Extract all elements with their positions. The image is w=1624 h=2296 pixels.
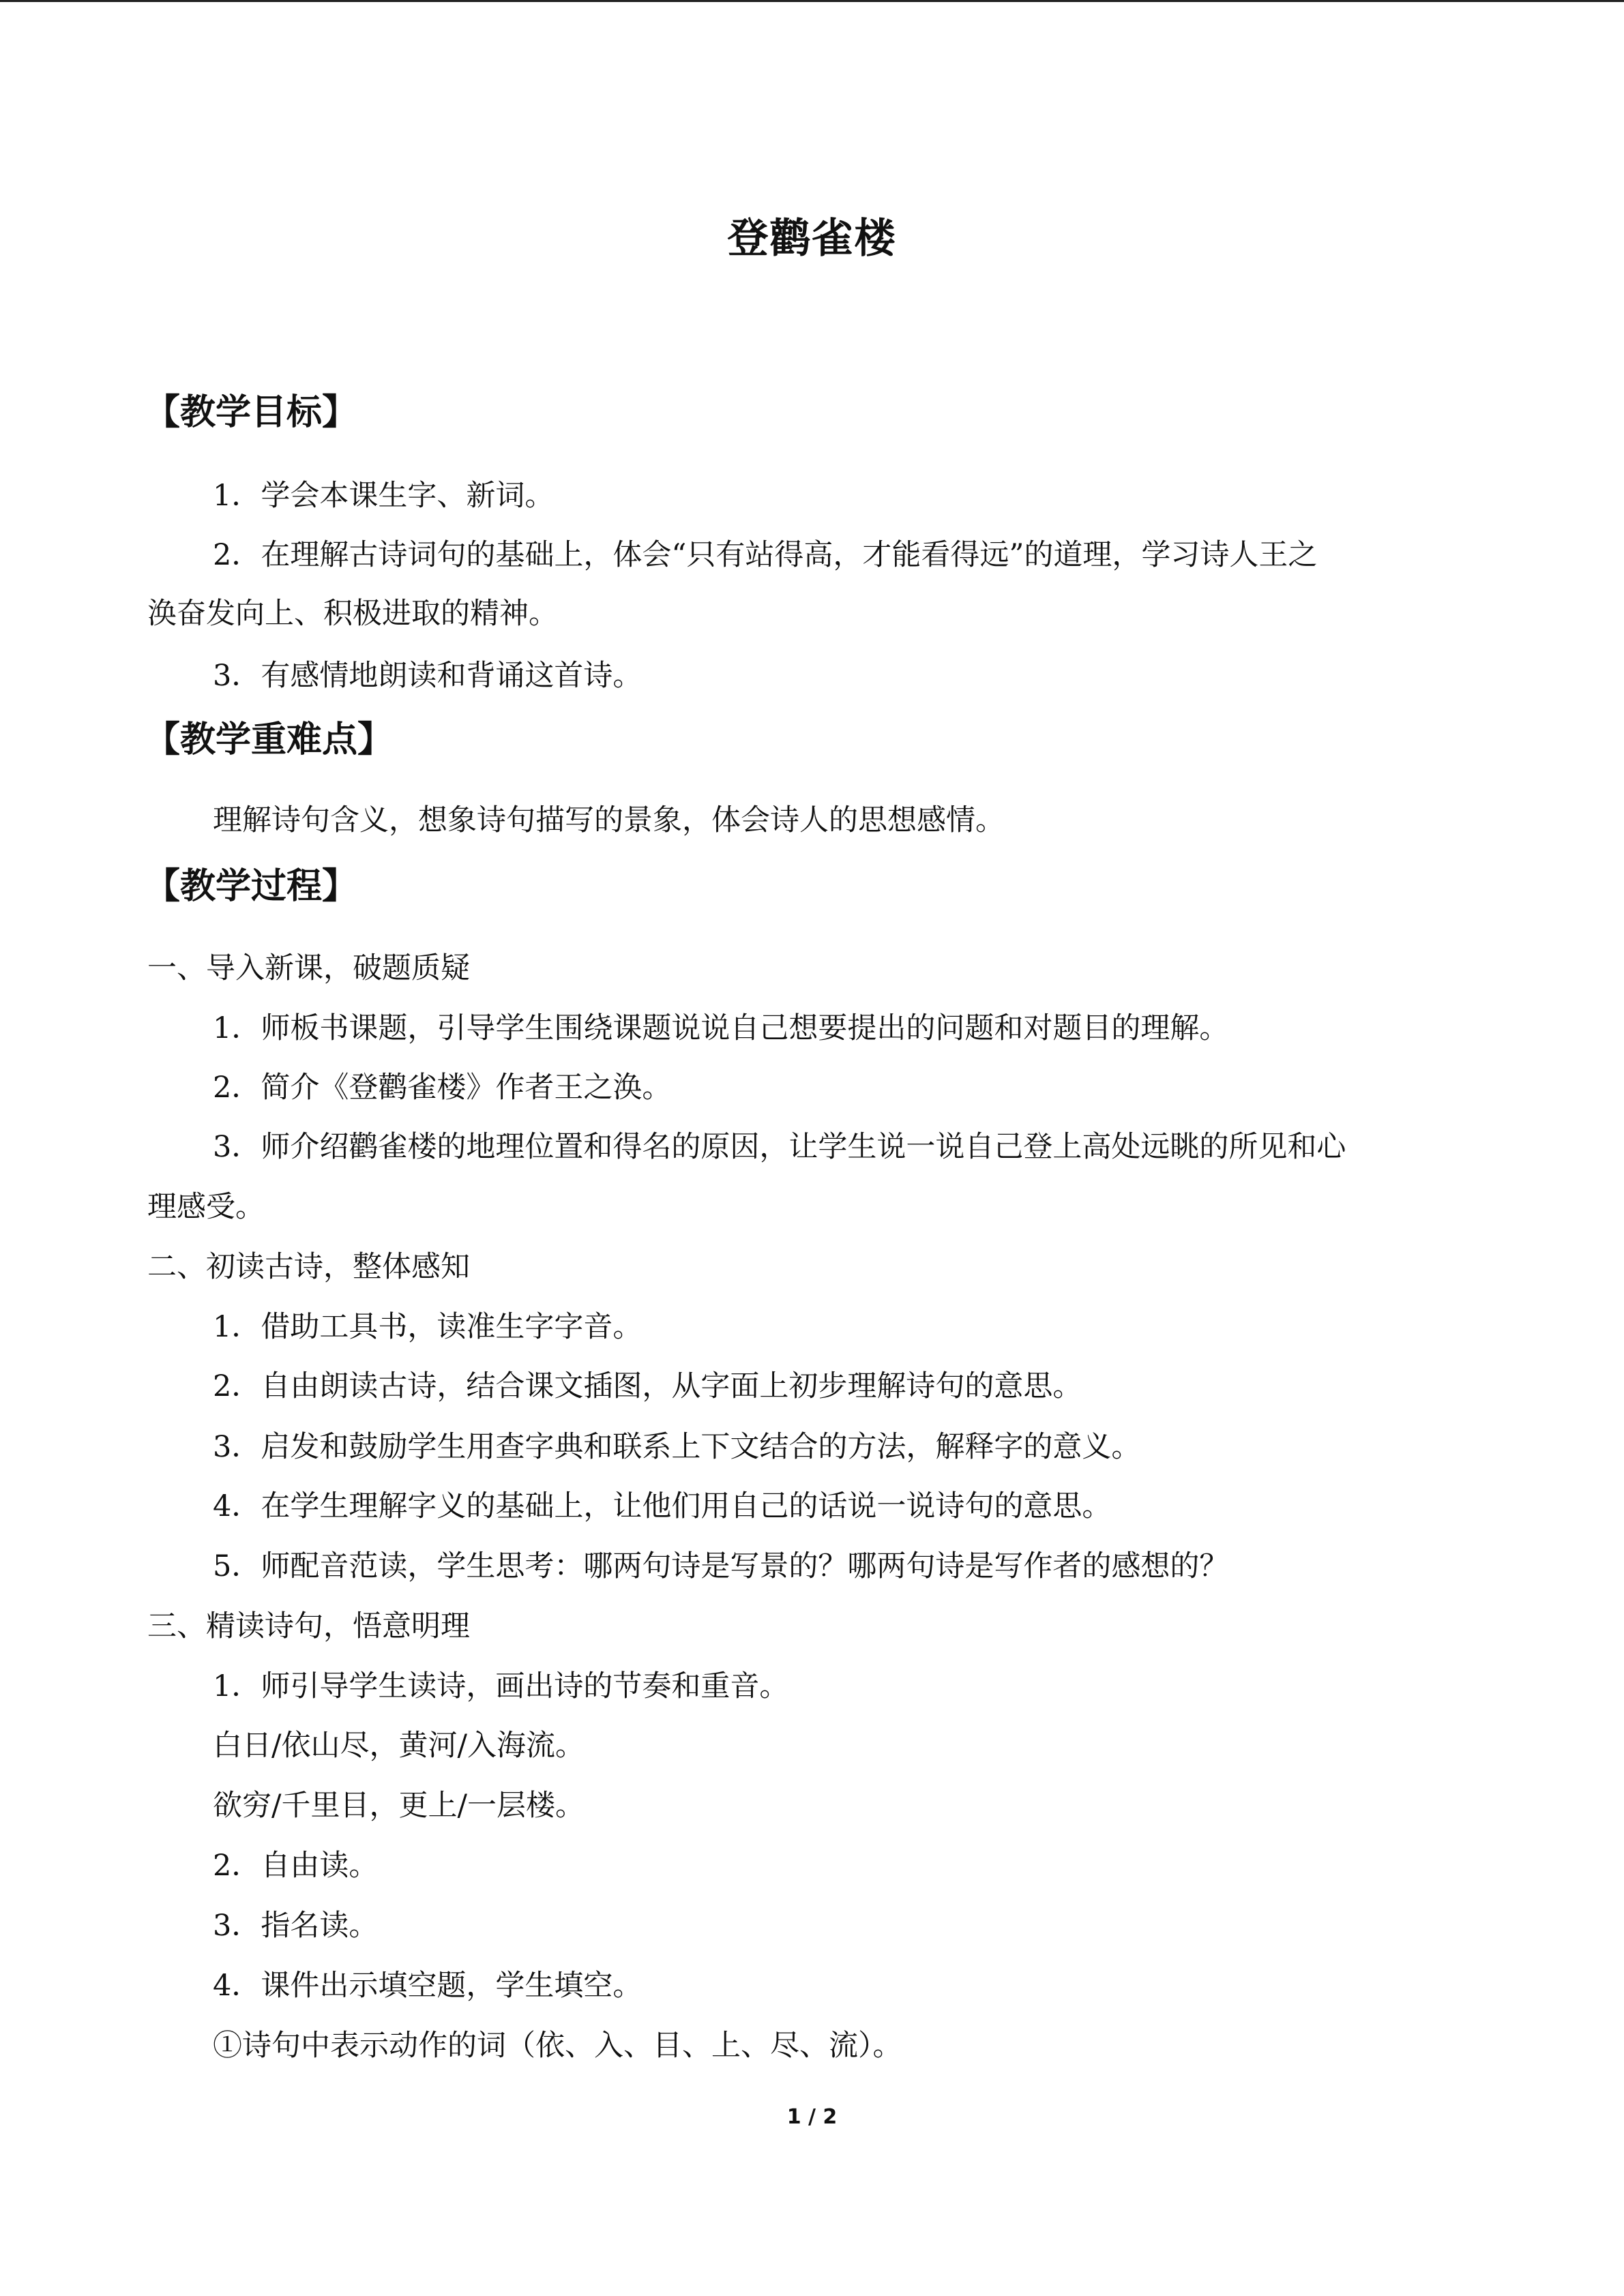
heading-process: 【教学过程】 <box>145 866 358 907</box>
page-title: 登鹳雀楼 <box>727 215 897 263</box>
part-3-item-1: 1．师引导学生读诗，画出诗的节奏和重音。 <box>213 1669 789 1703</box>
key-points-text: 理解诗句含义，想象诗句描写的景象，体会诗人的思想感情。 <box>213 803 1005 837</box>
poem-line-1: 白日/依山尽，黄河/入海流。 <box>213 1729 585 1763</box>
part-2-item-1: 1．借助工具书，读准生字字音。 <box>213 1310 643 1344</box>
process-part-1-title: 一、导入新课，破题质疑 <box>147 951 470 985</box>
page-number: 1 / 2 <box>786 2105 838 2129</box>
part-2-item-5: 5．师配音范读，学生思考：哪两句诗是写景的？哪两句诗是写作者的感想的？ <box>213 1549 1229 1583</box>
part-2-item-3: 3．启发和鼓励学生用查字典和联系上下文结合的方法，解释字的意义。 <box>213 1430 1141 1464</box>
process-part-3-title: 三、精读诗句，悟意明理 <box>147 1609 470 1643</box>
part-3-item-4: 4．课件出示填空题，学生填空。 <box>213 1969 643 2003</box>
part-2-item-2: 2．自由朗读古诗，结合课文插图，从字面上初步理解诗句的意思。 <box>213 1369 1082 1403</box>
objective-item-3: 3．有感情地朗读和背诵这首诗。 <box>213 659 643 693</box>
part-3-item-2: 2．自由读。 <box>213 1849 379 1883</box>
objective-item-2-line-2: 涣奋发向上、积极进取的精神。 <box>147 597 558 631</box>
part-3-sub-item-1: ①诗句中表示动作的词（依、入、目、上、尽、流）。 <box>213 2029 902 2063</box>
top-border-line <box>0 0 1624 2</box>
heading-key-points: 【教学重难点】 <box>145 719 394 760</box>
part-1-item-3-line-1: 3．师介绍鹳雀楼的地理位置和得名的原因，让学生说一说自己登上高处远眺的所见和心 <box>213 1130 1346 1164</box>
part-1-item-1: 1．师板书课题，引导学生围绕课题说说自己想要提出的问题和对题目的理解。 <box>213 1011 1229 1045</box>
objective-item-1: 1．学会本课生字、新词。 <box>213 479 555 513</box>
heading-objectives: 【教学目标】 <box>145 392 358 433</box>
part-2-item-4: 4．在学生理解字义的基础上，让他们用自己的话说一说诗句的意思。 <box>213 1489 1112 1523</box>
poem-line-2: 欲穷/千里目，更上/一层楼。 <box>213 1789 585 1823</box>
process-part-2-title: 二、初读古诗，整体感知 <box>147 1250 470 1284</box>
part-3-item-3: 3．指名读。 <box>213 1909 379 1943</box>
part-1-item-2: 2．简介《登鹳雀楼》作者王之涣。 <box>213 1071 672 1105</box>
objective-item-2-line-1: 2．在理解古诗词句的基础上，体会“只有站得高，才能看得远”的道理，学习诗人王之 <box>213 538 1318 572</box>
part-1-item-3-line-2: 理感受。 <box>147 1190 265 1224</box>
